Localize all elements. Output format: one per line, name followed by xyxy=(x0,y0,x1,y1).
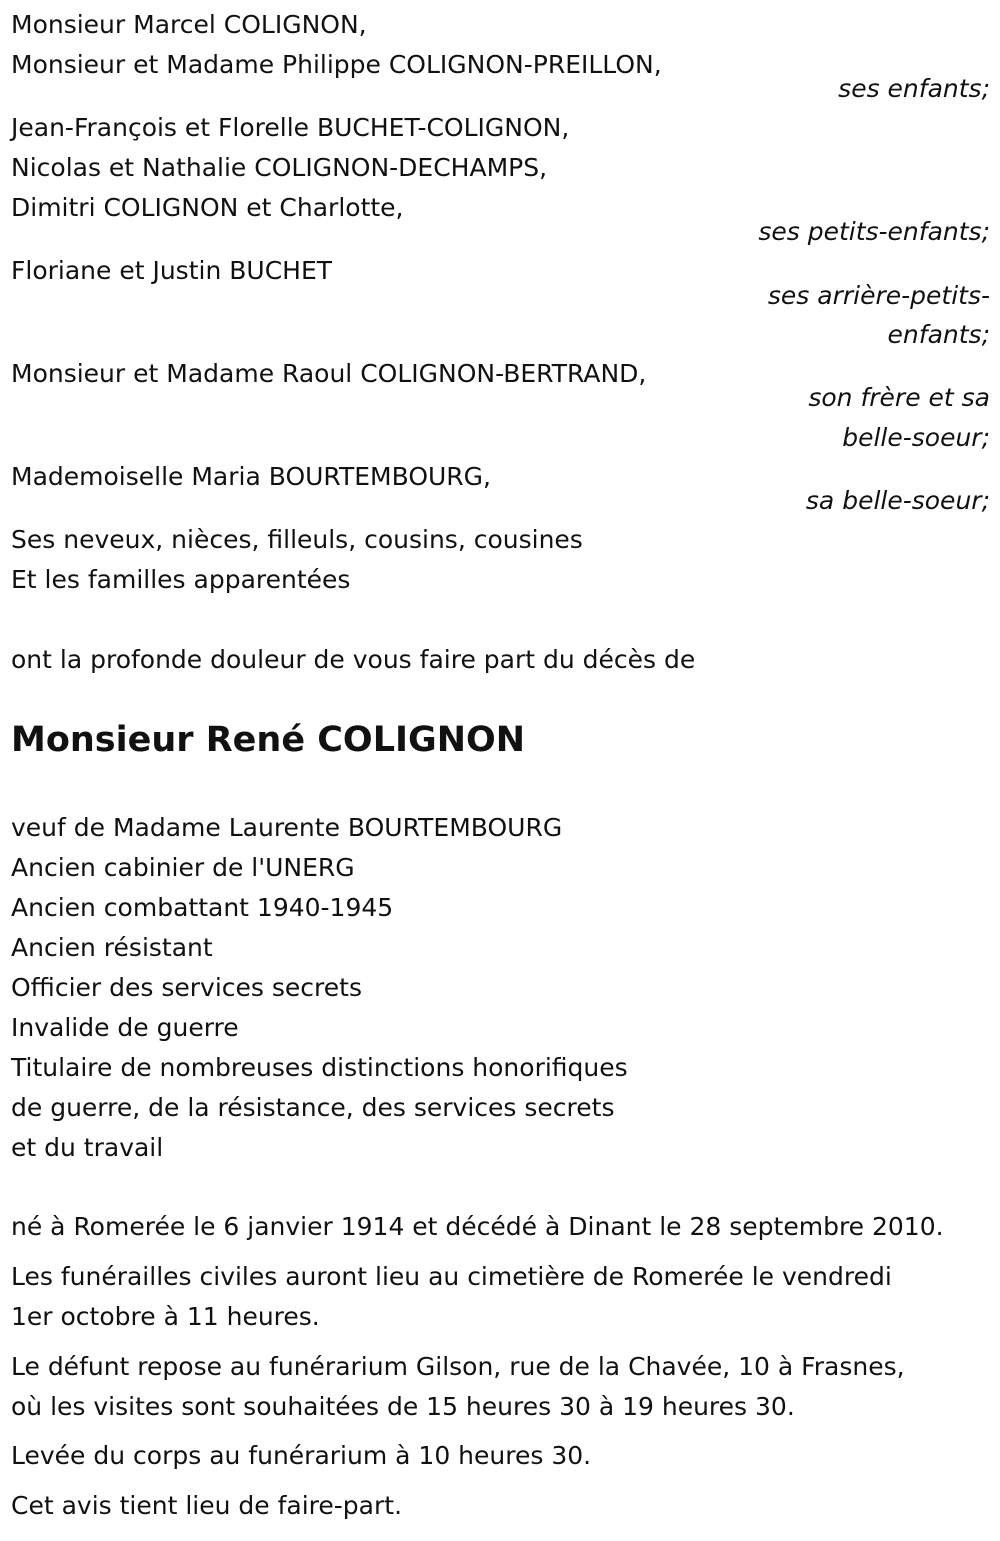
role-children: ses enfants; xyxy=(838,74,990,103)
role-brother-line-1: son frère et sa xyxy=(808,383,990,412)
title-line-6: Invalide de guerre xyxy=(11,1013,239,1042)
family-sister-in-law: Mademoiselle Maria BOURTEMBOURG, xyxy=(11,462,491,491)
family-grandchildren-line-1: Jean-François et Florelle BUCHET-COLIGNON, xyxy=(11,113,570,142)
title-line-8: de guerre, de la résistance, des services secrets xyxy=(11,1093,615,1122)
family-children-line-2: Monsieur et Madame Philippe COLIGNON-PREILLON, xyxy=(11,50,662,79)
deceased-name: Monsieur René COLIGNON xyxy=(11,720,526,760)
title-line-4: Ancien résistant xyxy=(11,933,213,962)
notice-text: Cet avis tient lieu de faire-part. xyxy=(11,1491,403,1520)
family-brother: Monsieur et Madame Raoul COLIGNON-BERTRAND, xyxy=(11,359,647,388)
family-others-line-1: Ses neveux, nièces, filleuls, cousins, cousines xyxy=(11,525,583,554)
funeral-text-line-1: Les funérailles civiles auront lieu au cimetière de Romerée le vendredi xyxy=(11,1262,892,1291)
family-grandchildren-line-3: Dimitri COLIGNON et Charlotte, xyxy=(11,193,404,222)
title-line-3: Ancien combattant 1940-1945 xyxy=(11,893,394,922)
title-line-9: et du travail xyxy=(11,1133,164,1162)
role-great-grandchildren-line-1: ses arrière-petits- xyxy=(767,281,990,310)
funeral-text-line-2: 1er octobre à 11 heures. xyxy=(11,1302,320,1331)
title-line-5: Officier des services secrets xyxy=(11,973,362,1002)
family-others-line-2: Et les familles apparentées xyxy=(11,565,351,594)
repose-text-line-1: Le défunt repose au funérarium Gilson, rue de la Chavée, 10 à Frasnes, xyxy=(11,1352,905,1381)
role-great-grandchildren-line-2: enfants; xyxy=(887,320,990,349)
role-sister-in-law: sa belle-soeur; xyxy=(805,486,990,515)
role-brother-line-2: belle-soeur; xyxy=(842,423,990,452)
family-children-line-1: Monsieur Marcel COLIGNON, xyxy=(11,10,367,39)
announcement-text: ont la profonde douleur de vous faire part du décès de xyxy=(11,645,696,674)
birth-death-text: né à Romerée le 6 janvier 1914 et décédé à Dinant le 28 septembre 2010. xyxy=(11,1212,944,1241)
family-grandchildren-line-2: Nicolas et Nathalie COLIGNON-DECHAMPS, xyxy=(11,153,548,182)
title-line-7: Titulaire de nombreuses distinctions honorifiques xyxy=(11,1053,628,1082)
title-line-1: veuf de Madame Laurente BOURTEMBOURG xyxy=(11,813,563,842)
repose-text-line-2: où les visites sont souhaitées de 15 heures 30 à 19 heures 30. xyxy=(11,1392,795,1421)
title-line-2: Ancien cabinier de l'UNERG xyxy=(11,853,355,882)
family-great-grandchildren: Floriane et Justin BUCHET xyxy=(11,256,333,285)
levee-text: Levée du corps au funérarium à 10 heures 30. xyxy=(11,1441,592,1470)
role-grandchildren: ses petits-enfants; xyxy=(758,217,990,246)
